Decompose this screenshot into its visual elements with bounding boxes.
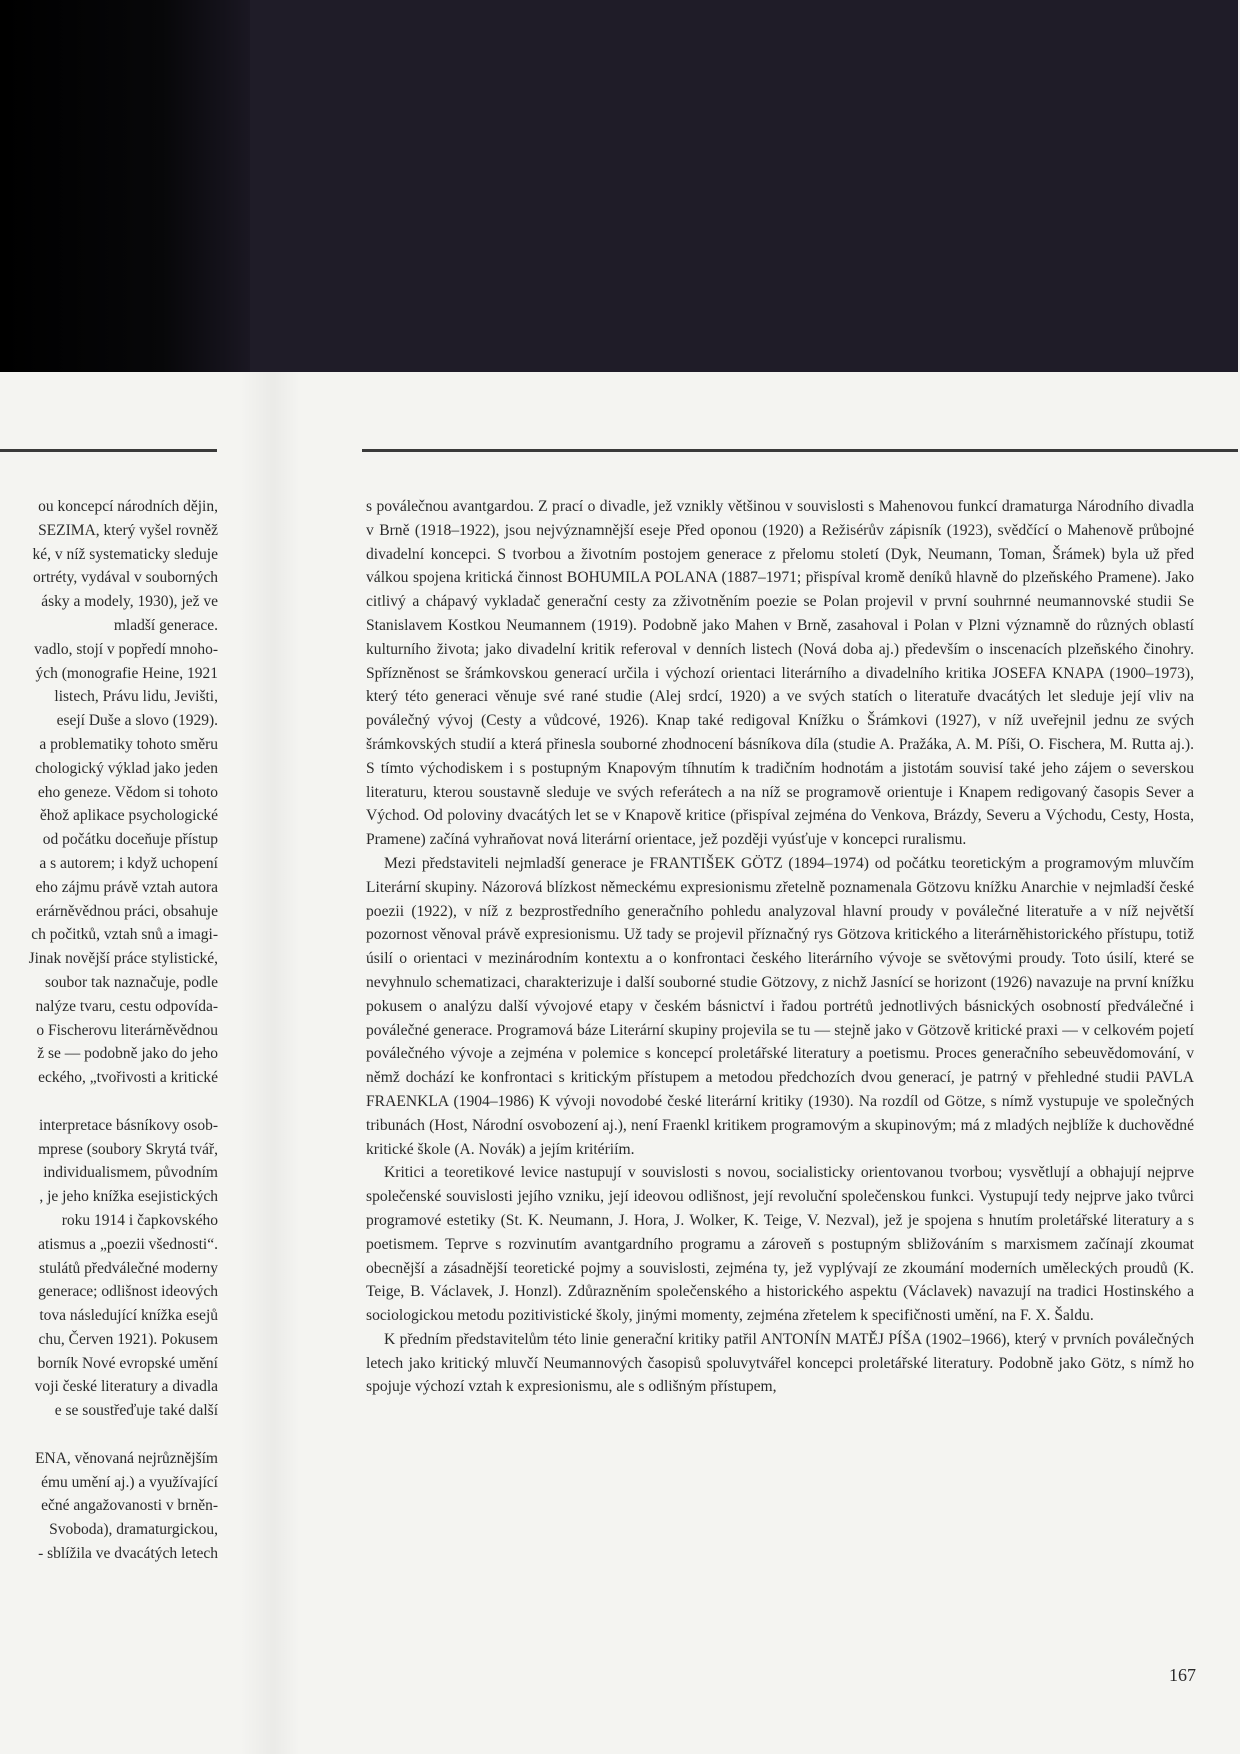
left-column-line: eckého, „tvořivosti a kritické <box>38 1069 218 1087</box>
left-column-line <box>0 1090 218 1114</box>
left-column-line: ásky a modely, 1930), jež ve <box>41 593 218 611</box>
left-column-line: ému umění aj.) a využívající <box>41 1473 218 1491</box>
body-paragraph: Mezi představiteli nejmladší generace je FRANTIŠEK GÖTZ (1894–1974) od počátku teoretickým a programovým mluvčím Literární skupiny. Názorová blízkost německému expresionismu zřetelně poznamenala Götzovu knížku Anarchie v nejmladší české poezii (1922), v níž z bezprostředního generačního pohledu analyzoval hlavní proudy v poválečné literatuře a v níž největší pozornost věnoval právě expresionismu. Už tady se projevil příznačný rys Götzova kritického a literárněhistorického přístupu, totiž úsilí o orientaci v mezinárodním kontextu a o konfrontaci českého literárního vývoje se světovými proudy. Toto úsilí, které se nevyhnulo schematizaci, charakterizuje i další souborné studie Götzovy, z nichž Jasnící se horizont (1926) navazuje na první knížku pokusem o analýzu další vývojové etapy v českém básnictví i řadou portrétů jednotlivých básnických osobností předválečné i poválečné generace. Programová báze Literární skupiny projevila se tu — stejně jako v Götzově kritické praxi — v celkovém pojetí poválečného vývoje a zejména v polemice s koncepcí proletářské literatury a poetismu. Proces generačního sebeuvědomování, v němž dochází ke konfrontaci s kritickým přístupem a metodou předchozích dvou generací, je patrný v přehledné studii PAVLA FRAENKLA (1904–1986) K vývoji novodobé české literární kritiky (1930). Na rozdíl od Götze, s nímž vystupuje ve společných tribunách (Host, Národní osvobození aj.), není Fraenkl kritikem programovým a skupinovým; má z mladých nejblíže k duchovědné kritické škole (A. Novák) a jejím kritériím. <box>366 854 1194 1158</box>
left-column-line: ENA, věnovaná nejrůznějším <box>35 1449 218 1467</box>
left-page-column <box>0 495 218 1566</box>
left-column-line: Svoboda), dramaturgickou, <box>49 1521 218 1539</box>
right-page-column <box>366 495 1194 1399</box>
left-column-line: mladší generace. <box>113 616 218 634</box>
left-column-line: ečné angažovanosti v brněn- <box>41 1497 218 1515</box>
left-column-line: interpretace básníkovy osob- <box>38 1116 218 1134</box>
left-column-line: atismus a „poezii všednosti“. <box>38 1235 218 1253</box>
left-column-line: individualismem, původním <box>43 1164 218 1182</box>
left-column-line: soubor tak naznačuje, podle <box>44 973 218 991</box>
left-column-line: ortréty, vydával v souborných <box>33 569 218 587</box>
photo-dark-edge <box>0 0 250 372</box>
left-column-line: SEZIMA, který vyšel rovněž <box>38 521 218 539</box>
left-column-line <box>0 1423 218 1447</box>
left-column-line: vadlo, stojí v popředí mnoho- <box>34 640 218 658</box>
left-column-line: chu, Červen 1921). Pokusem <box>38 1330 218 1348</box>
left-column-line: ou koncepcí národních dějin, <box>38 498 218 515</box>
left-column-line: ž se — podobně jako do jeho <box>37 1045 218 1063</box>
left-column-line: listech, Právu lidu, Jevišti, <box>54 688 218 706</box>
left-column-line: chologický výklad jako jeden <box>35 759 218 777</box>
body-paragraph: s poválečnou avantgardou. Z prací o divadle, jež vznikly většinou v souvislosti s Mahenovou funkcí dramaturga Národního divadla v Brně (1918–1922), jsou nejvýznamnější eseje Před oponou (1920) a Režisérův zápisník (1923), svědčící o Mahenově průbojné divadelní koncepci. S tvorbou a životním postojem generace z přelomu století (Dyk, Neumann, Toman, Šrámek) byla už před válkou spojena kritická činnost BOHUMILA POLANA (1887–1971; přispíval kromě deníků hlavně do plzeňského Pramene). Jako citlivý a chápavý vykladač generační cesty za zživotněním poezie se Polan projevil v první souhrnné neumannovské studii Se Stanislavem Kostkou Neumannem (1919). Podobně jako Mahen v Brně, zasahoval i Polan v Plzni významně do různých oblastí kulturního života; jako divadelní kritik referoval v denních listech (Nová doba aj.) především o inscenacích plzeňského činohry. Spřízněnost se šrámkovskou generací určila i výchozí orientaci literárního a divadelního kritika JOSEFA KNAPA (1900–1973), který této generaci věnuje své rané studie (Alej srdcí, 1920) a ve svých statích o literatuře dvacátých let sleduje její vliv na poválečný vývoj (Cesty a vůdcové, 1926). Knap také redigoval Knížku o Šrámkovi (1927), v níž uveřejnil jednu ze svých šrámkovských studií a která přinesla souborné zhodnocení básníkova díla (studie A. Pražáka, A. M. Píši, O. Fischera, M. Rutta aj.). S tímto východiskem i s postupným Knapovým tíhnutím k tradičním hodnotám a jistotám souvisí také jeho zájem o severskou literaturu, kterou soustavně sleduje ve svých referátech a na níž se programově orientuje i Knapem redigovaný časopis Sever a Východ. Od poloviny dvacátých let se v Knapově kritice (přispíval zejména do Venkova, Brázdy, Severu a Východu, Cesty, Hosta, Pramene) začíná vyhraňovat nová literární orientace, jež později vyúsťuje v koncepci ruralismu. <box>366 498 1194 849</box>
left-column-line: stulátů předválečné moderny <box>38 1259 218 1277</box>
left-column-line: nalýze tvaru, cestu odpovída- <box>35 997 218 1015</box>
left-column-line: od počátku doceňuje přístup <box>42 831 218 849</box>
left-column-line: voji české literatury a divadla <box>34 1378 218 1396</box>
left-column-line: - sblížila ve dvacátých letech <box>38 1545 218 1563</box>
left-column-line: erárněvědnou práci, obsahuje <box>35 902 218 920</box>
body-paragraph: K předním představitelům této linie generační kritiky patřil ANTONÍN MATĚJ PÍŠA (1902–1966), který v prvních poválečných letech jako kritický mluvčí Neumannových časopisů spoluvytvářel koncepci proletářské literatury. Podobně jako Götz, s nímž ho spojuje výchozí vztah k expresionismu, ale s odlišným přístupem, <box>366 1330 1194 1396</box>
left-column-line: a s autorem; i když uchopení <box>39 854 218 872</box>
left-column-line: Jinak novější práce stylistické, <box>28 950 218 968</box>
left-column-line: o Fischerovu literárněvědnou <box>36 1021 218 1039</box>
book-gutter <box>240 372 300 1754</box>
body-paragraph: Kritici a teoretikové levice nastupují v souvislosti s novou, socialisticky orientovanou tvorbou; vysvětlují a obhajují nejprve společenské souvislosti jejího vzniku, její ideovou odlišnost, její revoluční společenskou funkci. Vystupují tedy nejprve jako tvůrci programové estetiky (St. K. Neumann, J. Hora, J. Wolker, K. Teige, V. Nezval), jež je spojena s hnutím proletářské literatury a s poetismem. Teprve s rozvinutím avantgardního programu a zároveň s postupným sbližováním s marxismem začínají zkoumat obecnější a zásadnější teoretické pojmy a souvislosti, zejména ty, jež vyplývají ze zkoumání moderních uměleckých proudů (K. Teige, B. Václavek, J. Honzl). Zdůrazněním společenského a historického aspektu (Václavek) navazují na tradici Hostinského a sociologickou metodu pozitivistické školy, jinými momenty, zejména zřetelem k specifičnosti umění, na F. X. Šaldu. <box>366 1164 1194 1325</box>
left-column-line: ké, v níž systematicky sleduje <box>32 545 218 563</box>
left-column-line: borník Nové evropské umění <box>37 1354 218 1372</box>
left-column-line: e se soustřeďuje také další <box>54 1402 218 1420</box>
left-column-line: generace; odlišnost ideových <box>38 1283 218 1301</box>
left-column-line: ých (monografie Heine, 1921 <box>35 664 218 682</box>
right-page-rule <box>362 449 1238 452</box>
left-column-line: esejí Duše a slovo (1929). <box>56 712 218 730</box>
left-column-line: eho geneze. Vědom si tohoto <box>37 783 218 801</box>
left-column-line: tova následující knížka esejů <box>39 1307 218 1325</box>
page-number: 167 <box>1169 1665 1196 1685</box>
left-page-rule <box>0 449 217 452</box>
left-column-line: , je jeho knížka esejistických <box>39 1188 218 1206</box>
left-column-line: ch počitků, vztah snů a imagi- <box>31 926 218 944</box>
left-column-line: roku 1914 i čapkovského <box>61 1211 218 1229</box>
left-column-line: a problematiky tohoto směru <box>39 735 218 753</box>
left-column-line: mprese (soubory Skrytá tvář, <box>38 1140 218 1158</box>
left-column-line: ěhož aplikace psychologické <box>39 807 218 825</box>
left-column-line: eho zájmu právě vztah autora <box>35 878 218 896</box>
